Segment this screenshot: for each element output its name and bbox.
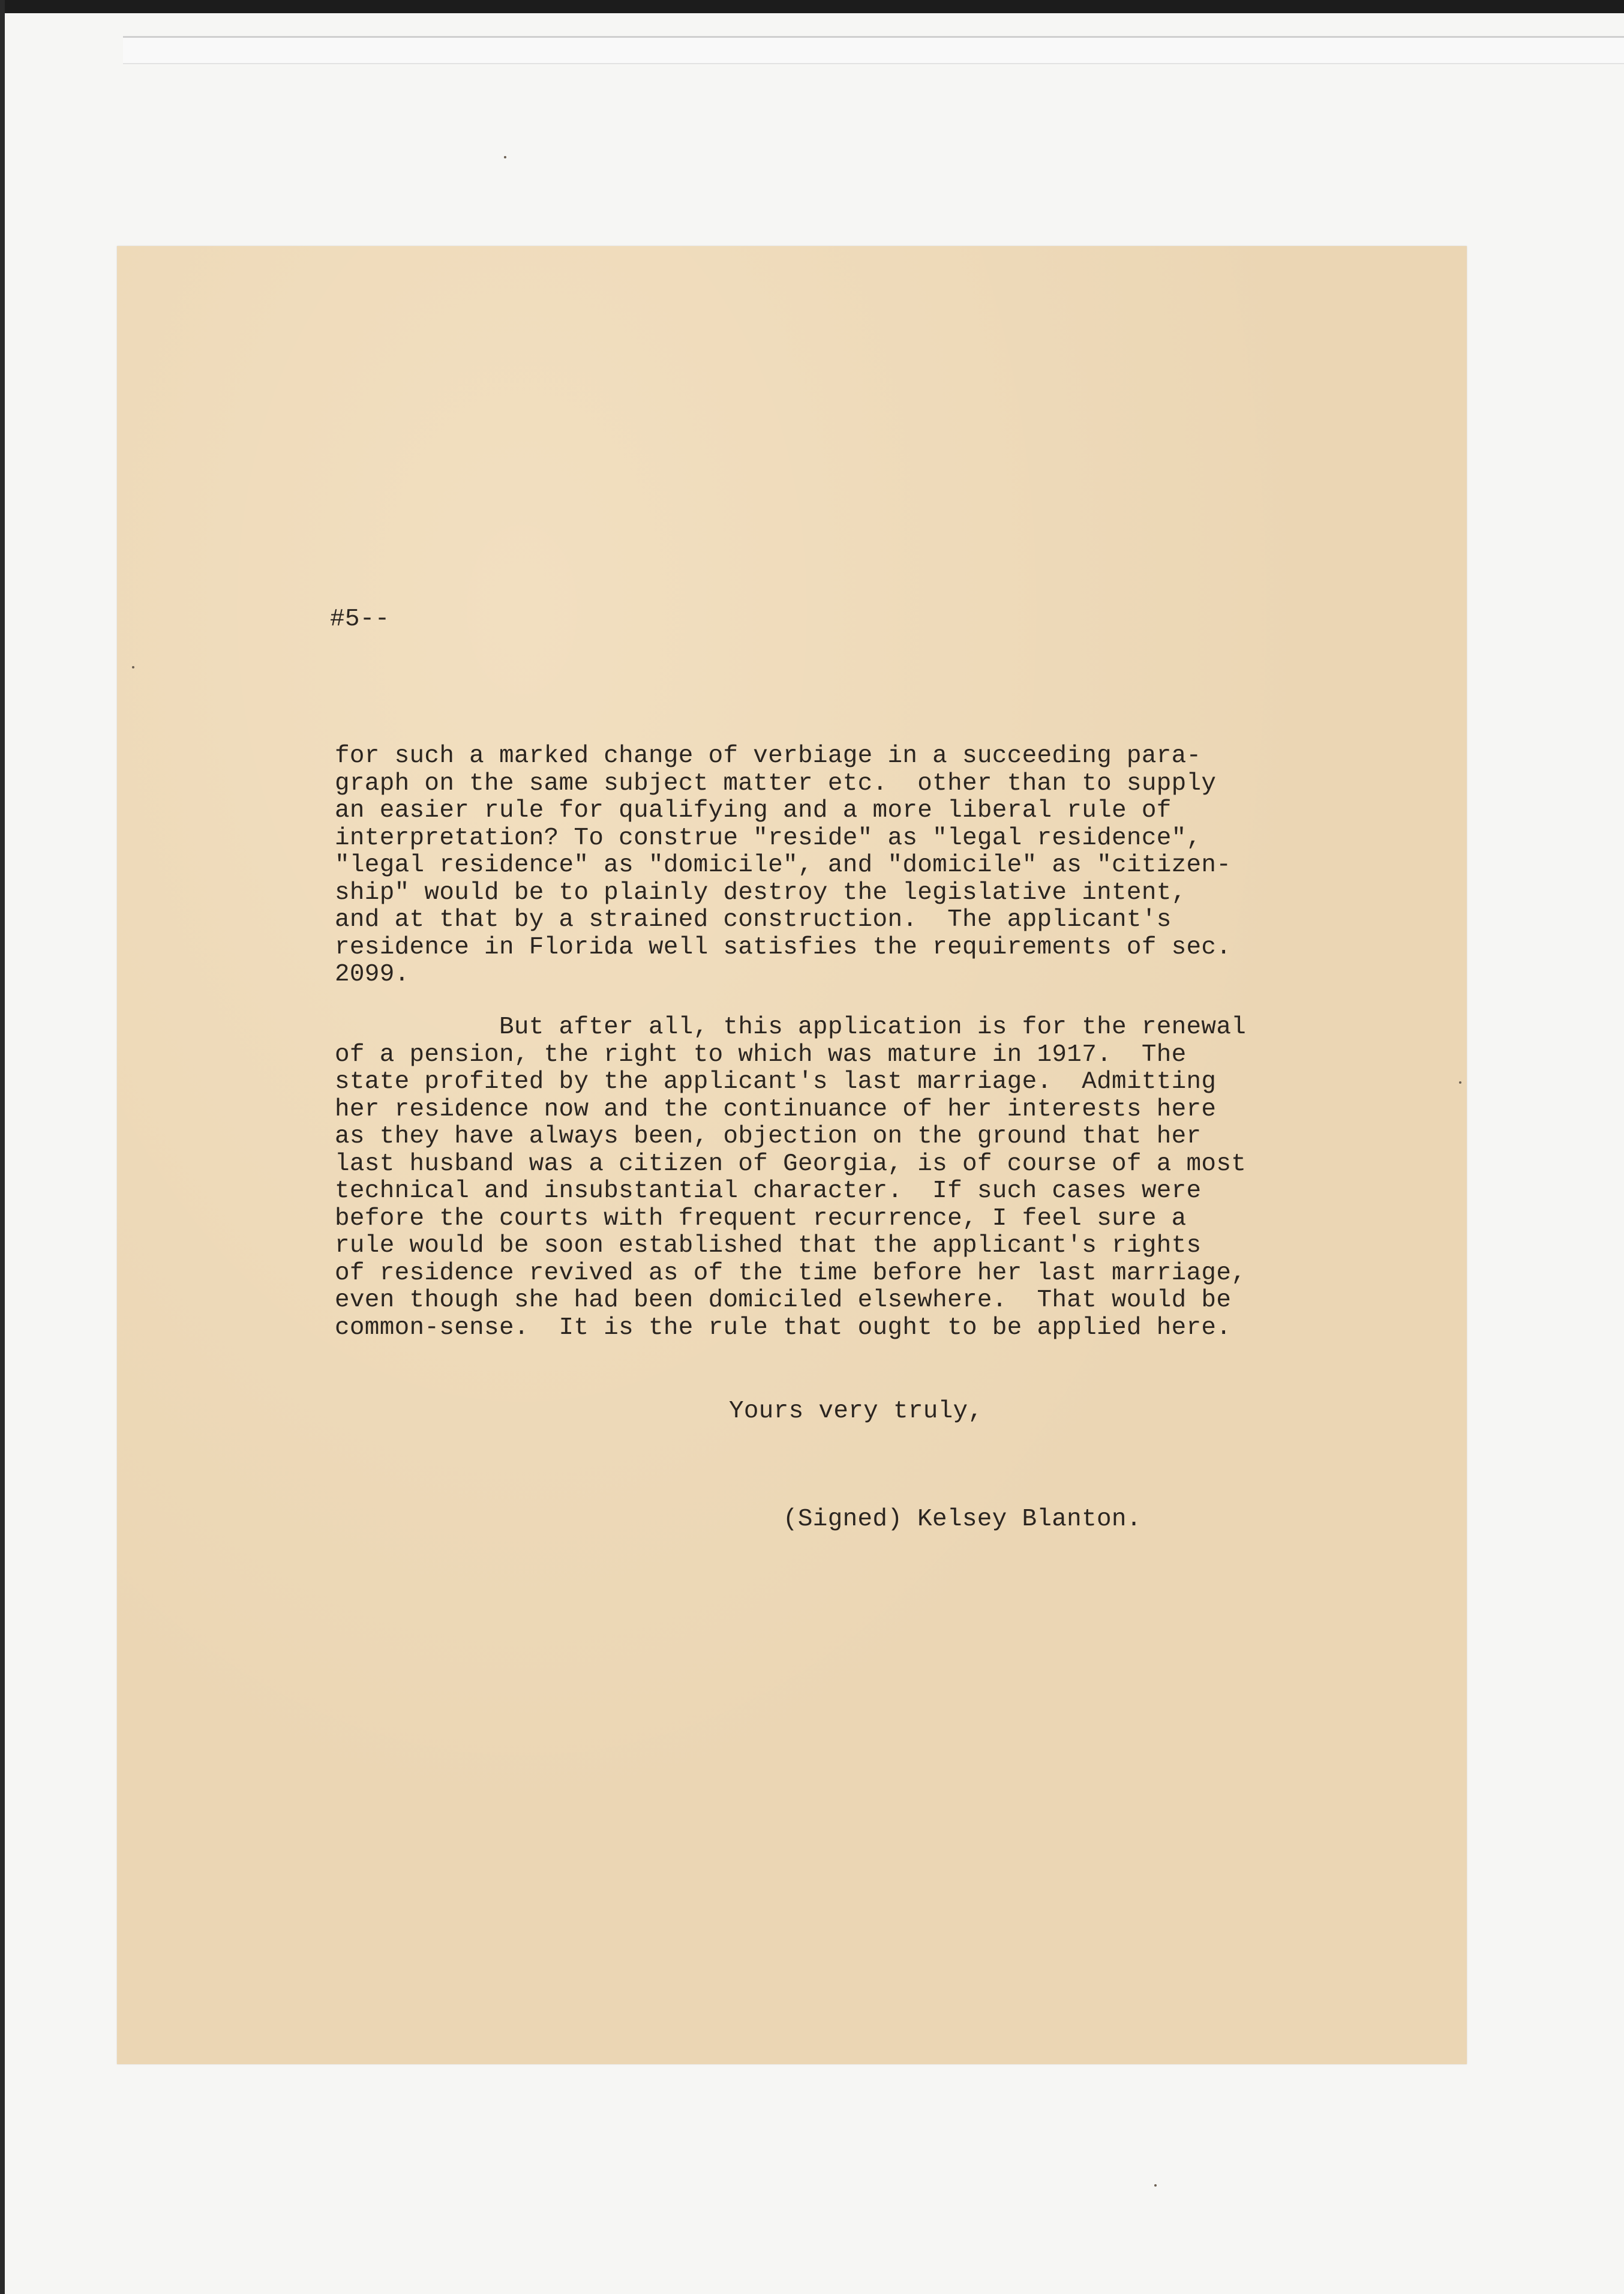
scanner-paper-strip [123, 36, 1624, 64]
closing-line: Yours very truly, [729, 1398, 983, 1425]
scan-speck [504, 156, 506, 158]
page-number: #5-- [330, 605, 390, 633]
scan-speck [132, 666, 134, 668]
scanner-top-border [0, 0, 1624, 13]
scan-speck [1154, 2184, 1157, 2187]
paragraph-1: for such a marked change of verbiage in a succeeding para- graph on the same subject matter etc. other than to supply an easier rule for qualifying and a more liberal rule of interpretation? To construe "reside" as "legal residence", "legal residence" as "domicile", and "domicile" as "citizen- ship" would be to plainly destroy the legislative intent, and at that by a strained construction. The applicant's residence in Florida well satisfies the requirements of sec. 2099. [335, 742, 1232, 988]
scanner-left-border [0, 0, 5, 2294]
signature-line: (Signed) Kelsey Blanton. [783, 1506, 1142, 1533]
scan-speck [1459, 1081, 1461, 1084]
paragraph-2: But after all, this application is for the renewal of a pension, the right to which was mature in 1917. The state profited by the applicant's last marriage. Admitting her residence now and the continuance of her interests here as they have always been, objection on the ground that her last husband was a citizen of Georgia, is of course of a most technical and insubstantial character. If such cases were before the courts with frequent recurrence, I feel sure a rule would be soon established that the applicant's rights of residence revived as of the time before her last marriage, even though she had been domiciled elsewhere. That would be common-sense. It is the rule that ought to be applied here. [335, 1013, 1247, 1342]
